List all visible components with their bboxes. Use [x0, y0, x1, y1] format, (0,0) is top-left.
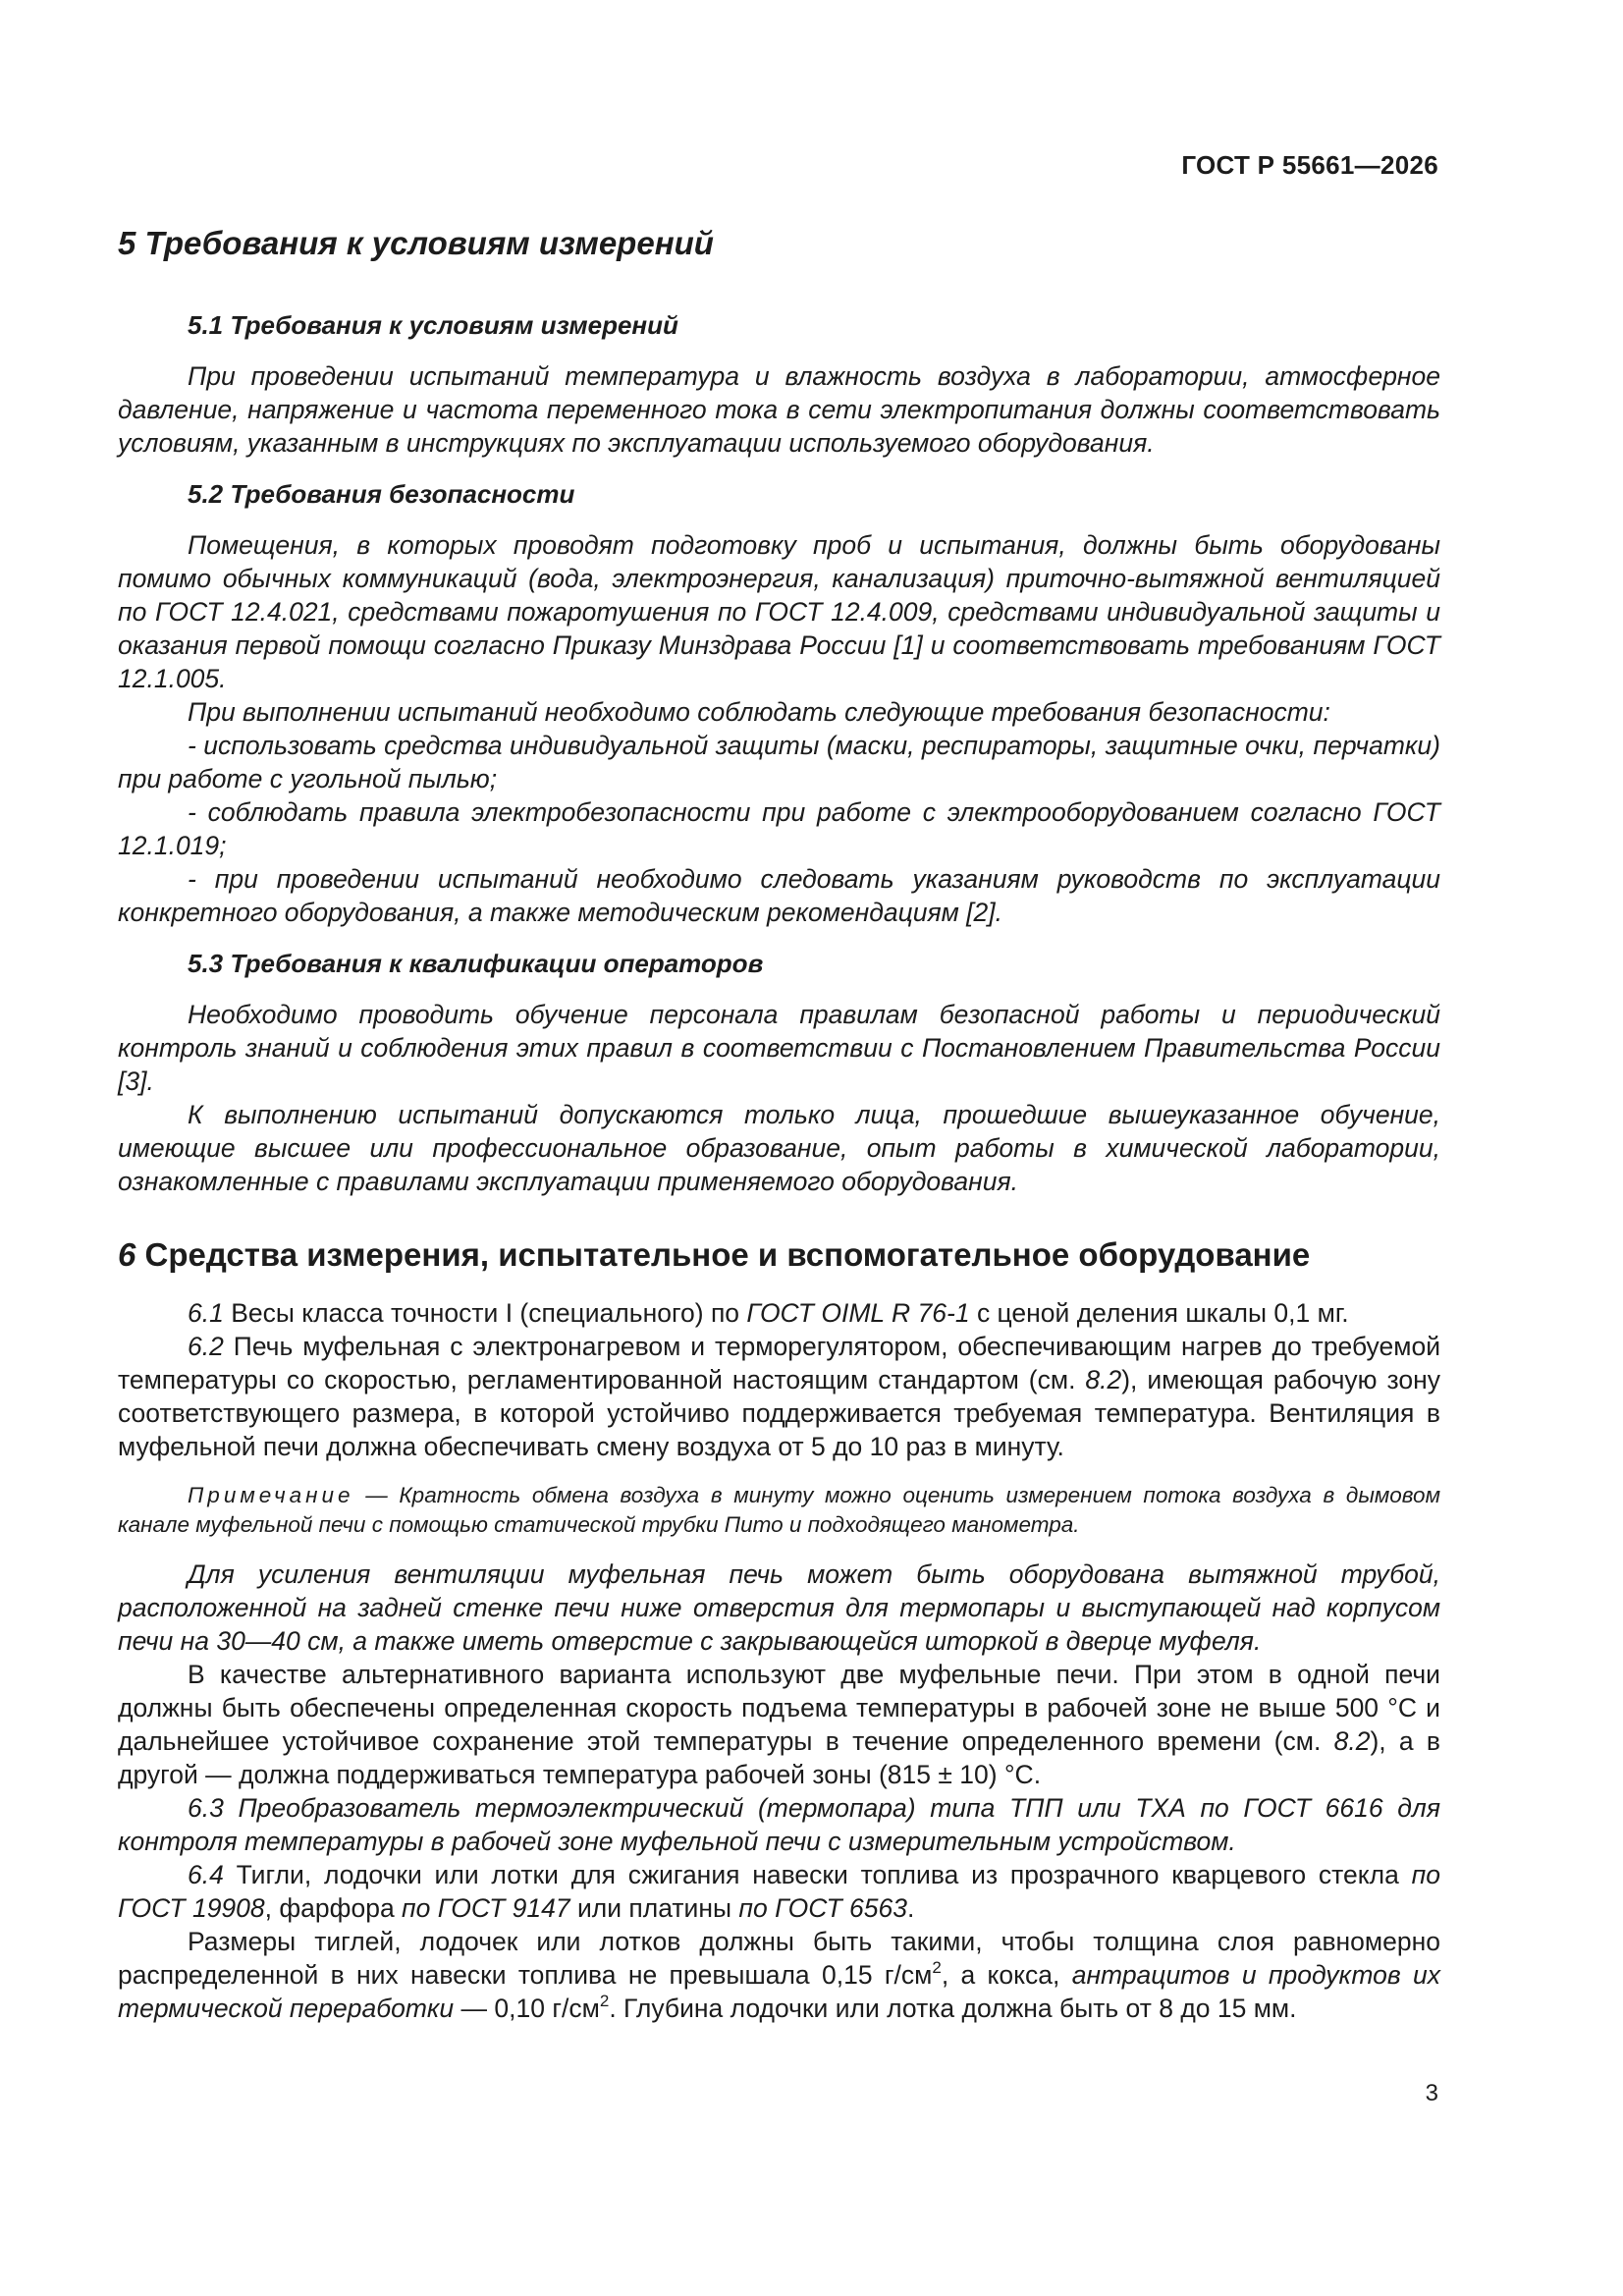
section-5-2-heading: 5.2 Требования безопасности	[188, 479, 575, 509]
paragraph-text: ), а в другой — должна поддерживаться температура рабочей зоны (815 ± 10) °С.	[118, 1726, 1440, 1789]
item-text: с ценой деления шкалы 0,1 мг.	[969, 1298, 1349, 1328]
item-text: , фарфора	[264, 1893, 403, 1923]
section-5-1-paragraph: При проведении испытаний температура и влажность воздуха в лаборатории, атмосферное давление, напряжение и частота переменного тока в сети электропитания должны соответствовать условиям, указанным в инструкциях по эксплуатации используемого оборудования.	[118, 361, 1440, 458]
item-number: 6.2	[188, 1332, 224, 1361]
section-5-3-heading: 5.3 Требования к квалификации операторов	[188, 949, 764, 978]
clause-reference: 8.2	[1085, 1365, 1122, 1394]
item-text: Печь муфельная с электронагревом и терморегулятором, обеспечивающим нагрев до требуемой температуры со скоростью, регламентированной настоящим стандартом (см.	[118, 1332, 1440, 1394]
section-5-3-paragraph-2: К выполнению испытаний допускаются только лица, прошедшие вышеуказанное обучение, имеющие высшее или профессиональное образование, опыт работы в химической лаборатории, ознакомленные с правилами эксплуатации применяемого оборудования.	[118, 1100, 1440, 1196]
section-5-2-paragraph-2: При выполнении испытаний необходимо соблюдать следующие требования безопасности:	[188, 697, 1330, 727]
item-text: .	[906, 1893, 915, 1923]
item-6-3: 6.3 Преобразователь термоэлектрический (термопара) типа ТПП или ТХА по ГОСТ 6616 для контроля температуры в рабочей зоне муфельной печи с измерительным устройством.	[118, 1793, 1440, 1856]
item-6-1	[118, 1296, 1440, 1330]
section-5-1-heading: 5.1 Требования к условиям измерений	[188, 310, 678, 340]
item-text: Тигли, лодочки или лотки для сжигания навески топлива из прозрачного кварцевого стекла	[223, 1860, 1412, 1889]
superscript: 2	[599, 1992, 610, 2010]
standard-reference: по ГОСТ 19908	[118, 1860, 1440, 1923]
paragraph-text: , а кокса,	[941, 1960, 1072, 1990]
section-5-3-paragraph-1: Необходимо проводить обучение персонала правилам безопасной работы и периодический контроль знаний и соблюдения этих правил в соответствии с Постановлением Правительства России [3].	[118, 1000, 1440, 1096]
paragraph-text: В качестве альтернативного варианта используют две муфельные печи. При этом в одной печи должны быть обеспечены определенная скорость подъема температуры в рабочей зоне не выше 500 °С и дальнейшее устойчивое сохранение этой температуры в течение определенного времени (см.	[118, 1660, 1440, 1756]
page-content	[118, 224, 1440, 2025]
italic-phrase: антрацитов и продуктов их термической переработки	[118, 1960, 1440, 2023]
section-6-title-text: Средства измерения, испытательное и вспомогательное оборудование	[135, 1236, 1311, 1273]
paragraph-text: Размеры тиглей, лодочек или лотков должны быть такими, чтобы толщина слоя равномерно распределенной в них навески топлива не превышала 0,15 г/см	[118, 1927, 1440, 1990]
section-6-title	[118, 1235, 1440, 1275]
standard-reference: по ГОСТ 9147	[402, 1893, 570, 1923]
item-6-4	[118, 1858, 1440, 1925]
section-5-2-paragraph-1: Помещения, в которых проводят подготовку проб и испытания, должны быть оборудованы помимо обычных коммуникаций (вода, электроэнергия, канализация) приточно-вытяжной вентиляцией по ГОСТ 12.4.021, средствами пожаротушения по ГОСТ 12.4.009, средствами индивидуальной защиты и оказания первой помощи согласно Приказу Минздрава России [1] и соответствовать требованиям ГОСТ 12.1.005.	[118, 530, 1440, 693]
note	[118, 1481, 1440, 1540]
item-text: Весы класса точности I (специального) по	[223, 1298, 747, 1328]
safety-list-item: - использовать средства индивидуальной защиты (маски, респираторы, защитные очки, перчатки) при работе с угольной пылью;	[118, 731, 1440, 793]
standard-reference: по ГОСТ 6563	[738, 1893, 907, 1923]
item-number: 6.1	[188, 1298, 224, 1328]
item-6-2	[118, 1330, 1440, 1463]
page-number: 3	[1425, 2080, 1438, 2106]
paragraph-text: — 0,10 г/см	[454, 1994, 600, 2023]
safety-list-item: - при проведении испытаний необходимо следовать указаниям руководств по эксплуатации конкретного оборудования, а также методическим рекомендациям [2].	[118, 864, 1440, 927]
superscript: 2	[932, 1958, 942, 1977]
safety-list-item: - соблюдать правила электробезопасности при работе с электрооборудованием согласно ГОСТ 12.1.019;	[118, 797, 1440, 860]
item-text: ), имеющая рабочую зону соответствующего размера, в которой устойчиво поддерживается требуемая температура. Вентиляция в муфельной печи должна обеспечивать смену воздуха от 5 до 10 раз в минуту.	[118, 1365, 1440, 1461]
section-6-number: 6	[118, 1236, 136, 1273]
paragraph-text: . Глубина лодочки или лотка должна быть от 8 до 15 мм.	[609, 1994, 1297, 2023]
size-paragraph	[118, 1925, 1440, 2025]
standard-reference: ГОСТ OIML R 76-1	[746, 1298, 970, 1328]
clause-reference: 8.2	[1333, 1726, 1371, 1756]
note-label: Примечание	[188, 1483, 354, 1507]
item-number: 6.4	[188, 1860, 224, 1889]
note-text: — Кратность обмена воздуха в минуту можно оценить измерением потока воздуха в дымовом канале муфельной печи с помощью статической трубки Пито и подходящего манометра.	[118, 1483, 1440, 1537]
ventilation-paragraph: Для усиления вентиляции муфельная печь может быть оборудована вытяжной трубой, расположенной на задней стенке печи ниже отверстия для термопары и выступающей над корпусом печи на 30—40 см, а также иметь отверстие с закрывающейся шторкой в дверце муфеля.	[118, 1559, 1440, 1656]
item-text: или платины	[569, 1893, 739, 1923]
alternative-paragraph	[118, 1658, 1440, 1791]
section-5-title: 5 Требования к условиям измерений	[118, 225, 714, 261]
document-code: ГОСТ Р 55661—2026	[1181, 150, 1438, 180]
